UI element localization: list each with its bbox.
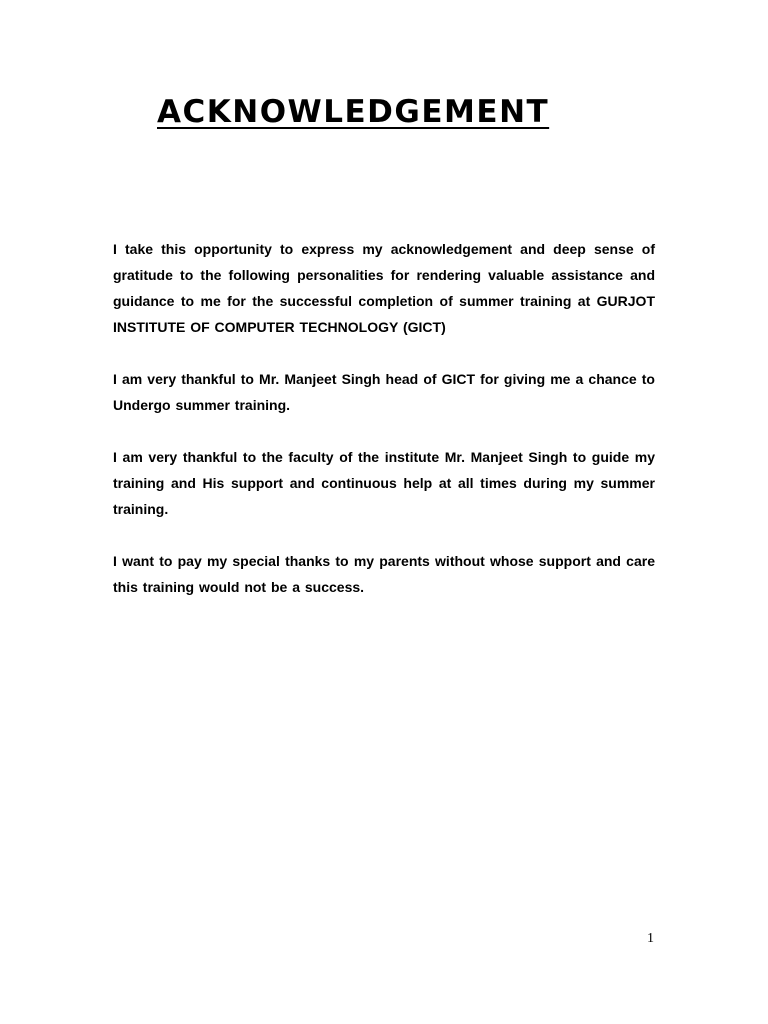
- page-number: 1: [647, 931, 654, 946]
- paragraph-faculty-thanks: I am very thankful to the faculty of the institute Mr. Manjeet Singh to guide my training and His support and continuous help at all times during my summer training.: [113, 449, 655, 517]
- page-title: ACKNOWLEDGEMENT: [157, 94, 550, 130]
- paragraph-parents-thanks: I want to pay my special thanks to my parents without whose support and care this training would not be a success.: [113, 553, 655, 595]
- document-body: [113, 236, 655, 626]
- paragraph-gratitude: I take this opportunity to express my acknowledgement and deep sense of gratitude to the following personalities for rendering valuable assistance and guidance to me for the successful completion of summer training at GURJOT INSTITUTE OF COMPUTER TECHNOLOGY (GICT): [113, 241, 655, 335]
- paragraph-head-thanks: I am very thankful to Mr. Manjeet Singh head of GICT for giving me a chance to Undergo summer training.: [113, 371, 655, 413]
